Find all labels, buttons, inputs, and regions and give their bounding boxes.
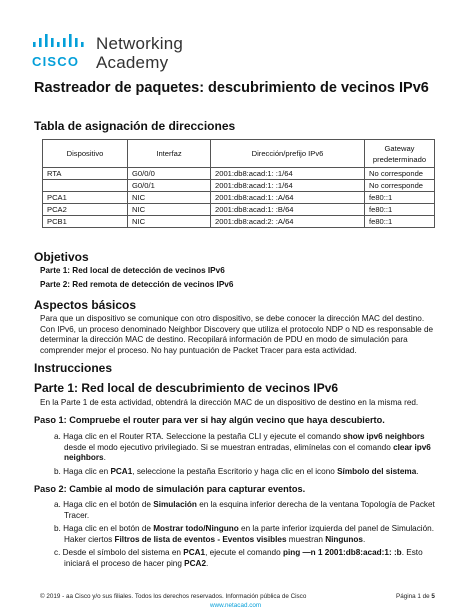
table-cell: 2001:db8:acad:1: :1/64 xyxy=(211,180,365,192)
table-row xyxy=(43,204,435,216)
table-cell: PCB1 xyxy=(43,216,128,228)
header-gateway: Gateway predeterminado xyxy=(365,140,435,168)
step2-c-line2: iniciará el proceso de hacer ping PCA2. xyxy=(64,558,209,568)
step2-a-line1: a. Haga clic en el botón de Simulación en la esquina inferior derecha de la ventana Topología de Packet xyxy=(54,500,435,509)
background-line: Con IPv6, un proceso denominado Neighbor Discovery que utiliza el protocolo NDP o ND es responsable de xyxy=(40,324,434,334)
step2-heading: Paso 2: Cambie al modo de simulación para capturar eventos. xyxy=(34,484,306,494)
table-cell: 2001:db8:acad:1: :1/64 xyxy=(211,168,365,180)
objectives-heading: Objetivos xyxy=(34,250,89,264)
footer-page-number: Página 1 de 5 xyxy=(396,593,435,600)
table-cell: 2001:db8:acad:2: :A/64 xyxy=(211,216,365,228)
step2-a-line2: Tracer. xyxy=(64,510,90,520)
header-interfaz: Interfaz xyxy=(128,140,211,168)
part1-intro: En la Parte 1 de esta actividad, obtendrá la dirección MAC de un dispositivo de destino en la misma red. xyxy=(40,398,419,407)
table-header-row xyxy=(43,140,435,168)
table-cell xyxy=(43,180,128,192)
table-row xyxy=(43,216,435,228)
table-cell: NIC xyxy=(128,192,211,204)
background-line: Para que un dispositivo se comunique con otro dispositivo, se debe conocer la dirección MAC del destino. xyxy=(40,314,425,323)
page-title: Rastreador de paquetes: descubrimiento de vecinos IPv6 xyxy=(34,80,429,96)
table-cell: G0/0/0 xyxy=(128,168,211,180)
table-cell: fe80::1 xyxy=(365,192,435,204)
table-cell: fe80::1 xyxy=(365,216,435,228)
table-cell: 2001:db8:acad:1: :B/64 xyxy=(211,204,365,216)
step2-b-line2: Haker ciertos Filtros de lista de eventos - Eventos visibles muestran Ningunos. xyxy=(64,534,366,544)
address-table xyxy=(42,139,435,228)
objective-part1: Parte 1: Red local de detección de vecinos IPv6 xyxy=(40,266,225,275)
step1-a-line2: desde el modo ejecutivo privilegiado. Si se muestran entradas, elimínelas con el comando clear ipv6 xyxy=(64,442,431,452)
step1-a-line1: a. Haga clic en el Router RTA. Seleccione la pestaña CLI y ejecute el comando show ipv6 neighbors xyxy=(54,432,425,441)
step1-heading: Paso 1: Compruebe el router para ver si hay algún vecino que haya descubierto. xyxy=(34,415,385,425)
step1-b: b. Haga clic en PCA1, seleccione la pestaña Escritorio y haga clic en el icono Símbolo del sistema. xyxy=(54,467,419,476)
step2-b-line1: b. Haga clic en el botón de Mostrar todo/Ninguno en la parte inferior izquierda del panel de Simulación. xyxy=(54,524,435,533)
step2-c-line1: c. Desde el símbolo del sistema en PCA1, ejecute el comando ping —n 1 2001:db8:acad:1: :b. Esto xyxy=(54,548,423,557)
table-cell: No corresponde xyxy=(365,168,435,180)
background-line: comprender mejor el proceso. No hay puntuación de Packet Tracer para esta actividad. xyxy=(40,345,357,355)
table-cell: RTA xyxy=(43,168,128,180)
table-heading: Tabla de asignación de direcciones xyxy=(34,119,236,133)
header-dispositivo: Dispositivo xyxy=(43,140,128,168)
table-row xyxy=(43,192,435,204)
instructions-heading: Instrucciones xyxy=(34,361,113,375)
cisco-wordmark: CISCO xyxy=(32,54,80,69)
table-cell: fe80::1 xyxy=(365,204,435,216)
table-cell: PCA1 xyxy=(43,192,128,204)
table-cell: 2001:db8:acad:1: :A/64 xyxy=(211,192,365,204)
brand-academy: Academy xyxy=(96,53,169,72)
brand-networking: Networking xyxy=(96,34,184,53)
footer-copyright: © 2019 - aa Cisco y/o sus filiales. Todos los derechos reservados. Información pública de Cisco xyxy=(40,593,307,600)
step1-a-line3: neighbors. xyxy=(64,453,106,462)
table-cell: PCA2 xyxy=(43,204,128,216)
objective-part2: Parte 2: Red remota de detección de vecinos IPv6 xyxy=(40,280,234,289)
footer-site-link[interactable]: www.netacad.com xyxy=(210,602,262,609)
table-cell: G0/0/1 xyxy=(128,180,211,192)
table-cell: No corresponde xyxy=(365,180,435,192)
cisco-bridge-logo-icon xyxy=(32,34,90,50)
table-row xyxy=(43,168,435,180)
part1-heading: Parte 1: Red local de descubrimiento de vecinos IPv6 xyxy=(34,381,339,395)
table-cell: NIC xyxy=(128,216,211,228)
background-line: determinar la dirección MAC de destino. Recopilará información de PDU en modo de simulación para xyxy=(40,335,408,344)
cisco-networking-academy-logo xyxy=(32,34,192,74)
background-heading: Aspectos básicos xyxy=(34,298,137,312)
table-row xyxy=(43,180,435,192)
header-direccion: Dirección/prefijo IPv6 xyxy=(211,140,365,168)
table-cell: NIC xyxy=(128,204,211,216)
